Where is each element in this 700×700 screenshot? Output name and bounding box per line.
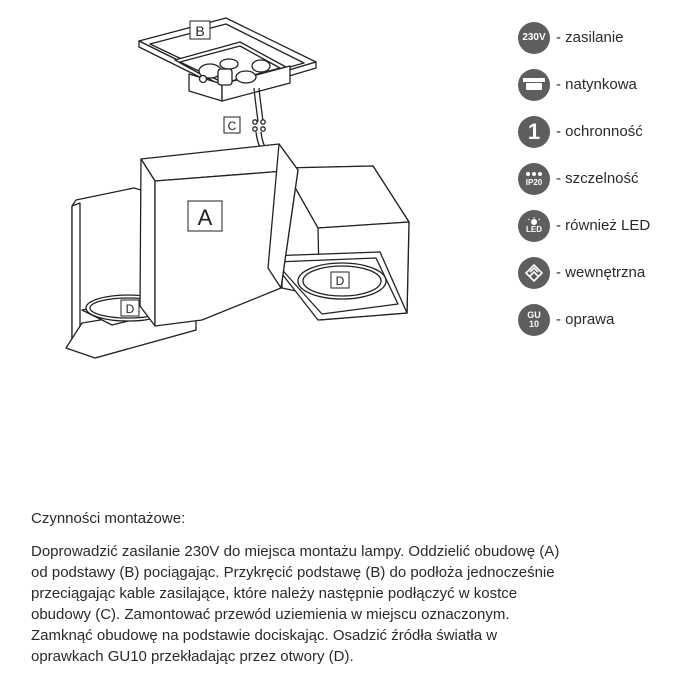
label-c [224, 117, 240, 133]
legend-label: - zasilanie [556, 29, 624, 46]
label-a [188, 201, 222, 231]
indoor-icon [518, 257, 550, 289]
label-d-left [121, 300, 139, 316]
svg-text:A: A [197, 205, 213, 230]
legend-item-led [518, 202, 698, 249]
terminal-block [253, 120, 265, 131]
legend-item-power [518, 14, 698, 61]
feature-legend [518, 14, 698, 343]
legend-label: - natynkowa [556, 76, 637, 93]
legend-item-protection [518, 108, 698, 155]
protection-class-icon: 1 [518, 116, 550, 148]
ip20-icon: IP20 [518, 163, 550, 195]
surface-mount-icon [518, 69, 550, 101]
legend-item-socket [518, 296, 698, 343]
legend-label: - wewnętrzna [556, 264, 646, 281]
svg-text:C: C [227, 119, 237, 133]
legend-item-mount [518, 61, 698, 108]
label-d-right [331, 272, 349, 288]
gu10-socket-icon: GU 10 [518, 304, 550, 336]
legend-label: - ochronność [556, 123, 643, 140]
legend-item-indoor [518, 249, 698, 296]
led-ready-icon: LED [518, 210, 550, 242]
housing [140, 144, 298, 326]
legend-label: - oprawa [556, 311, 615, 328]
instructions-heading: Czynności montażowe: [31, 510, 186, 527]
legend-item-ip [518, 155, 698, 202]
mounting-base [139, 18, 316, 101]
label-b [190, 21, 210, 39]
instructions-body: Doprowadzić zasilanie 230V do miejsca montażu lampy. Oddzielić obudowę (A) od podstawy (B) pociągając. Przykręcić podstawę (B) do podłoża jednocześnie przeciągając kable zasilające, które należy następnie podłączyć w kostce obudowy (C). Zamontować przewód uziemienia w miejscu oznaczonym. Zamknąć obudowę na podstawie dociskając. Osadzić źródła światła w oprawkach GU10 przekładając przez otwory (D). [31, 543, 560, 665]
legend-label: - również LED [556, 217, 651, 234]
legend-label: - szczelność [556, 170, 639, 187]
assembly-diagram [0, 0, 480, 380]
svg-text:D: D [335, 274, 345, 288]
svg-text:B: B [195, 23, 205, 39]
power-230v-icon: 230V [518, 22, 550, 54]
svg-text:D: D [125, 302, 135, 316]
